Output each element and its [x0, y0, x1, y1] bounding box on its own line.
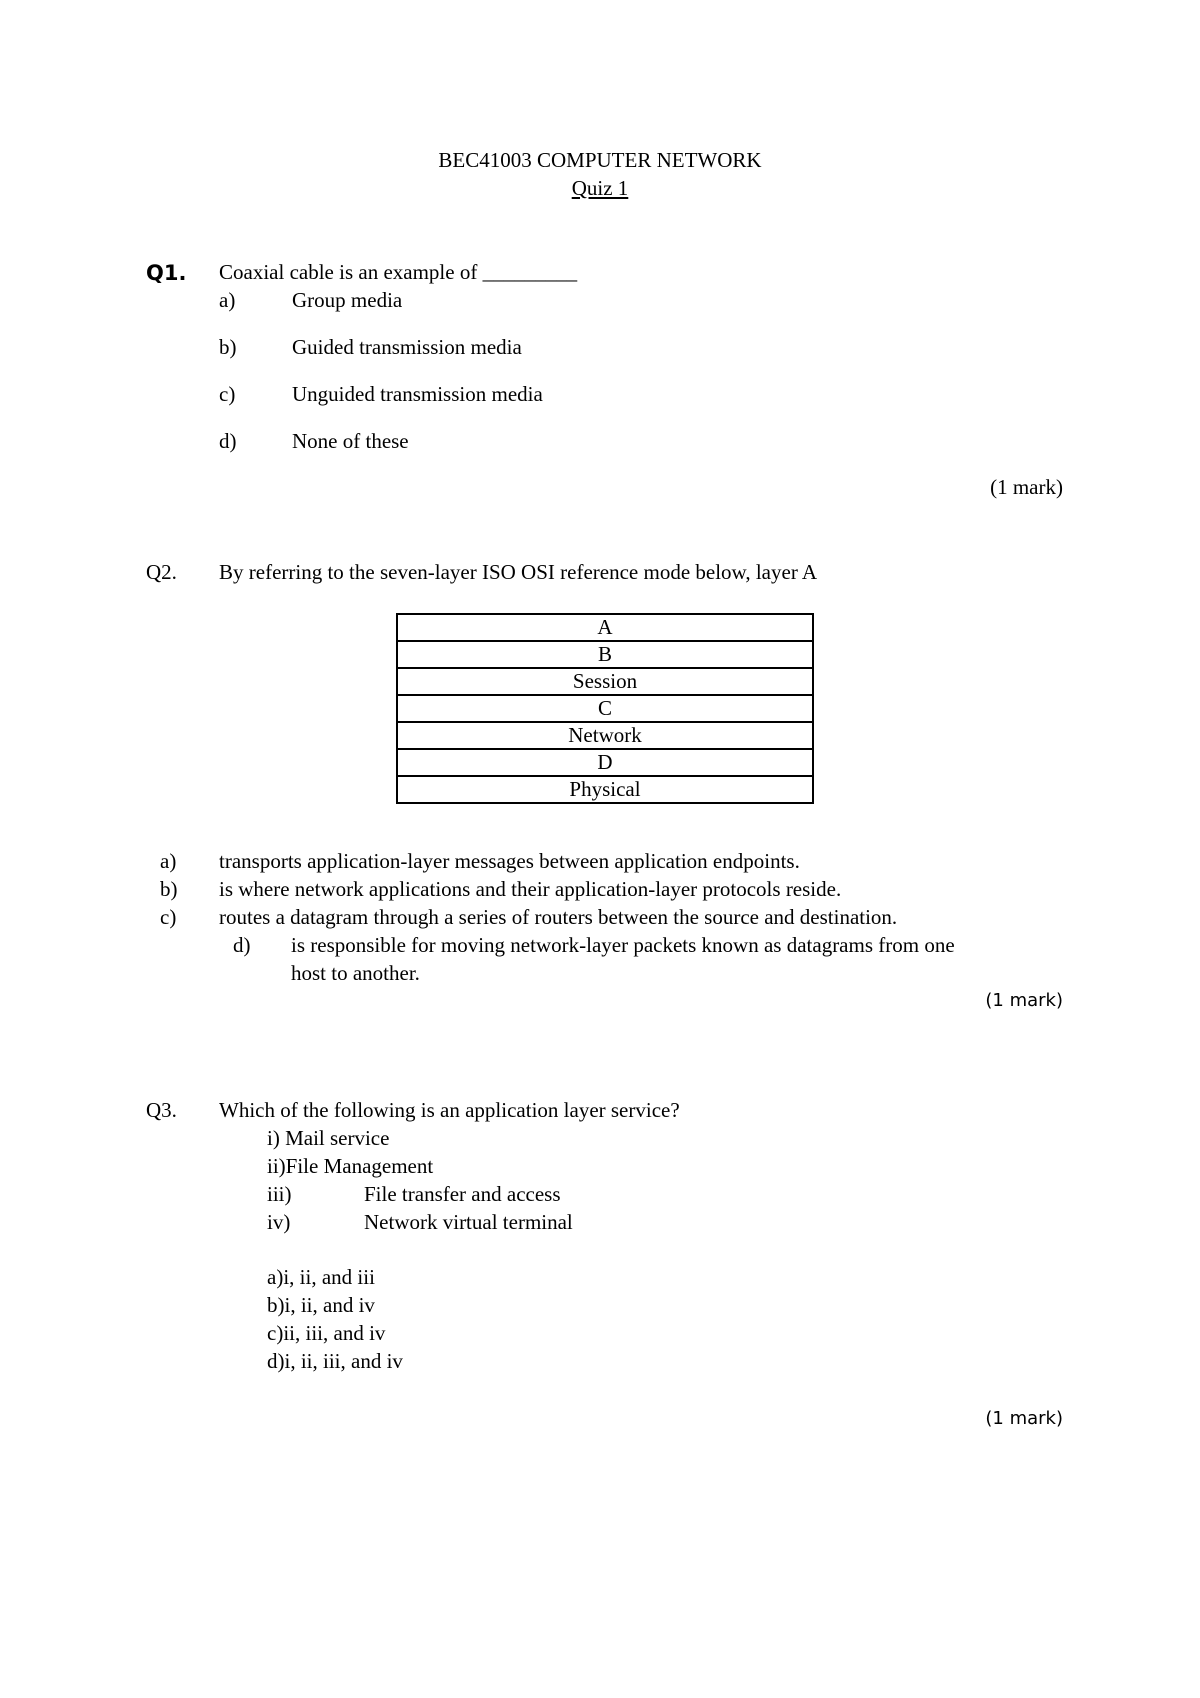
- q3-option-c-label: c): [267, 1321, 284, 1345]
- q2-text: By referring to the seven-layer ISO OSI reference mode below, layer A: [219, 560, 818, 584]
- q3-option-a-label: a): [267, 1265, 284, 1289]
- osi-layer-cell: Network: [397, 722, 813, 749]
- q3-option-d-label: d): [267, 1349, 285, 1373]
- q3-service-iii-label: iii): [267, 1182, 292, 1206]
- q1-number: Q1.: [146, 261, 187, 285]
- q1-option-a-label: a): [219, 288, 236, 312]
- q2-mark: (1 mark): [985, 990, 1063, 1011]
- q1-mark: (1 mark): [990, 475, 1063, 499]
- q3-option-b: [267, 1295, 375, 1316]
- q2-number: Q2.: [146, 560, 177, 584]
- q3-text: Which of the following is an application layer service?: [219, 1098, 680, 1122]
- q3-service-iv-label: iv): [267, 1210, 291, 1234]
- quiz-title: Quiz 1: [571, 176, 629, 200]
- q1-option-b-label: b): [219, 335, 237, 359]
- q2-option-c-text: routes a datagram through a series of routers between the source and destination.: [219, 905, 898, 929]
- q2-option-c-label: c): [160, 905, 177, 929]
- q2-option-d-text: is responsible for moving network-layer packets known as datagrams from one: [291, 933, 955, 957]
- osi-layer-cell: Session: [397, 668, 813, 695]
- q3-option-b-text: i, ii, and iv: [284, 1293, 375, 1317]
- q3-option-d-text: i, ii, iii, and iv: [284, 1349, 403, 1373]
- q3-service-iv-text: Network virtual terminal: [364, 1210, 573, 1234]
- q3-option-c: [267, 1323, 385, 1344]
- q1-option-d-text: None of these: [292, 429, 409, 453]
- q2-option-a-text: transports application-layer messages between application endpoints.: [219, 849, 800, 873]
- q2-option-b-text: is where network applications and their application-layer protocols reside.: [219, 877, 842, 901]
- q3-option-b-label: b): [267, 1293, 285, 1317]
- osi-layer-cell: A: [397, 614, 813, 641]
- osi-layer-cell: D: [397, 749, 813, 776]
- q3-service-ii: ii)File Management: [267, 1154, 434, 1178]
- q3-number: Q3.: [146, 1098, 177, 1122]
- osi-layer-cell: B: [397, 641, 813, 668]
- q3-service-iii-text: File transfer and access: [364, 1182, 561, 1206]
- q3-mark: (1 mark): [985, 1408, 1063, 1429]
- q1-option-a-text: Group media: [292, 288, 403, 312]
- q2-option-b-label: b): [160, 877, 178, 901]
- q1-option-c-text: Unguided transmission media: [292, 382, 543, 406]
- osi-layer-cell: C: [397, 695, 813, 722]
- osi-layer-table: [396, 613, 814, 804]
- q1-option-c-label: c): [219, 382, 236, 406]
- osi-layer-cell: Physical: [397, 776, 813, 803]
- q3-option-a: [267, 1267, 375, 1288]
- q3-option-c-text: ii, iii, and iv: [283, 1321, 386, 1345]
- q3-option-d: [267, 1351, 403, 1372]
- q3-service-i: i) Mail service: [267, 1126, 390, 1150]
- q1-text: Coaxial cable is an example of _________: [219, 260, 578, 284]
- q1-option-b-text: Guided transmission media: [292, 335, 522, 359]
- document-title: BEC41003 COMPUTER NETWORK: [438, 148, 762, 172]
- q2-option-d-text-continued: host to another.: [291, 961, 420, 985]
- q2-option-d-label: d): [233, 933, 251, 957]
- q3-option-a-text: i, ii, and iii: [283, 1265, 375, 1289]
- q1-option-d-label: d): [219, 429, 237, 453]
- q2-option-a-label: a): [160, 849, 177, 873]
